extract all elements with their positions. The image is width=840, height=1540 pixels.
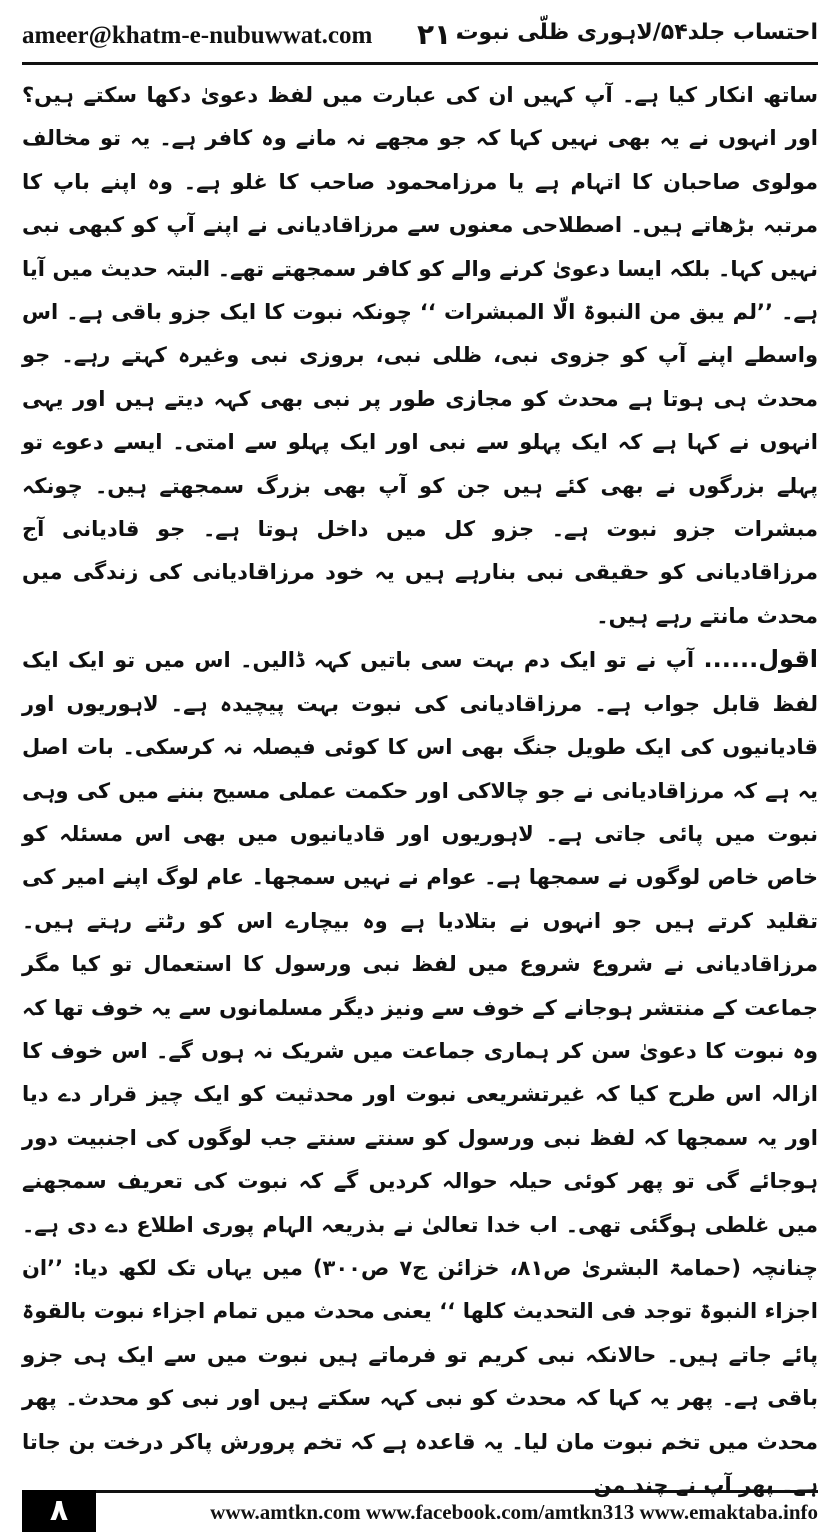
page-body	[22, 74, 818, 1507]
header-title: احتساب جلد۵۴/لاہوری ظلّی نبوت	[456, 20, 818, 45]
footer-rule	[22, 1490, 818, 1493]
page-footer	[22, 1490, 818, 1532]
paragraph-text: آپ نے تو ایک دم بہت سی باتیں کہہ ڈالیں۔ اس میں تو ایک ایک لفظ قابل جواب ہے۔ مرزاقادیانی کی نبوت بہت پیچیدہ ہے۔ لاہوریوں اور قادیانیوں کی ایک طویل جنگ بھی اس کا کوئی فیصلہ نہ کرسکی۔ بات اصل یہ ہے کہ مرزاقادیانی نے جو چالاکی اور حکمت عملی مسیح بننے میں کی وہی نبوت میں پائی جاتی ہے۔ لاہوریوں اور قادیانیوں میں بھی اس مسئلہ کو خاص خاص لوگوں نے سمجھا ہے۔ عوام نے نہیں سمجھا۔ عام لوگ اپنے امیر کی تقلید کرتے ہیں جو انہوں نے بتلادیا ہے وہ بیچارے اس کو رٹتے رہتے ہیں۔ مرزاقادیانی نے شروع شروع میں لفظ نبی ورسول کا استعمال تو کیا مگر جماعت کے منتشر ہوجانے کے خوف سے ونیز دیگر مسلمانوں سے یہ خوف تھا کہ وہ نبوت کا دعویٰ سن کر ہماری جماعت میں شریک نہ ہوں گے۔ اس خوف کا ازالہ اس طرح کیا کہ غیرتشریعی نبوت اور محدثیت کو ایک چیز قرار دے دیا اور یہ سمجھا کہ لفظ نبی ورسول کو سنتے سنتے جب لوگوں کی اجنبیت دور ہوجائے گی تو پھر کوئی حیلہ حوالہ کردیں گے کہ نبوت کی تعریف سمجھنے میں غلطی ہوگئی تھی۔ اب خدا تعالیٰ نے بذریعہ الہام پوری اطلاع دے دی ہے۔ چنانچہ (حمامۃ البشریٰ ص۸۱، خزائن ج۷ ص۳۰۰) میں یہاں تک لکھ دیا: ’’ان اجزاء النبوۃ توجد فی التحدیث کلھا ‘‘ یعنی محدث میں تمام اجزاء نبوت بالقوۃ پائے جاتے ہیں۔ حالانکہ نبی کریم تو فرماتے ہیں نبوت میں سے ایک ہی جزو باقی ہے۔ پھر یہ کہا کہ محدث کو نبی کہہ سکتے ہیں اور نبی کو محدث۔ پھر محدث میں تخم نبوت مان لیا۔ یہ قاعدہ ہے کہ تخم پرورش پاکر درخت بن جاتا ہے۔ پھر آپ نے چند من	[22, 648, 819, 1497]
header-rule	[22, 62, 818, 65]
paragraph-text: ساتھ انکار کیا ہے۔ آپ کہیں ان کی عبارت میں لفظ دعویٰ دکھا سکتے ہیں؟ اور انہوں نے یہ بھی نہیں کہا کہ جو مجھے نہ مانے وہ کافر ہے۔ یہ تو مخالف مولوی صاحبان کا اتہام ہے یا مرزامحمود صاحب کا غلو ہے۔ وہ اپنے باپ کا مرتبہ بڑھاتے ہیں۔ اصطلاحی معنوں سے مرزاقادیانی نے اپنے آپ کو کبھی نبی نہیں کہا۔ بلکہ ایسا دعویٰ کرنے والے کو کافر سمجھتے تھے۔ البتہ حدیث میں آیا ہے۔ ’’لم یبق من النبوۃ الّا المبشرات ‘‘ چونکہ نبوت کا ایک جزو باقی ہے۔ اس واسطے اپنے آپ کو جزوی نبی، ظلی نبی، بروزی نبی وغیرہ کہتے رہے۔ جو محدث ہی ہوتا ہے محدث کو مجازی طور پر نبی بھی کہہ دیتے ہیں اور یہی انہوں نے کہا ہے کہ ایک پہلو سے نبی اور ایک پہلو سے امتی۔ ایسے دعوے تو پہلے بزرگوں نے بھی کئے ہیں جن کو آپ بھی بزرگ سمجھتے ہیں۔ چونکہ مبشرات جزو نبوت ہے۔ جزو کل میں داخل ہوتا ہے۔ جو قادیانی آج مرزاقادیانی کو حقیقی نبی بنارہے ہیں یہ خود مرزاقادیانی کی زندگی میں محدث مانتے رہے ہیں۔	[22, 83, 818, 628]
header-email: ameer@khatm-e-nubuwwat.com	[22, 22, 373, 49]
header-page-number: ۲۱۰	[417, 18, 469, 51]
footer-links: www.amtkn.com www.facebook.com/amtkn313 www.emaktaba.info	[210, 1500, 818, 1524]
footer-page-number: ۸	[22, 1490, 96, 1532]
paragraph-lead: اقول......	[703, 645, 819, 674]
paragraph	[22, 638, 818, 1507]
paragraph	[22, 74, 818, 638]
page-header	[22, 14, 818, 62]
